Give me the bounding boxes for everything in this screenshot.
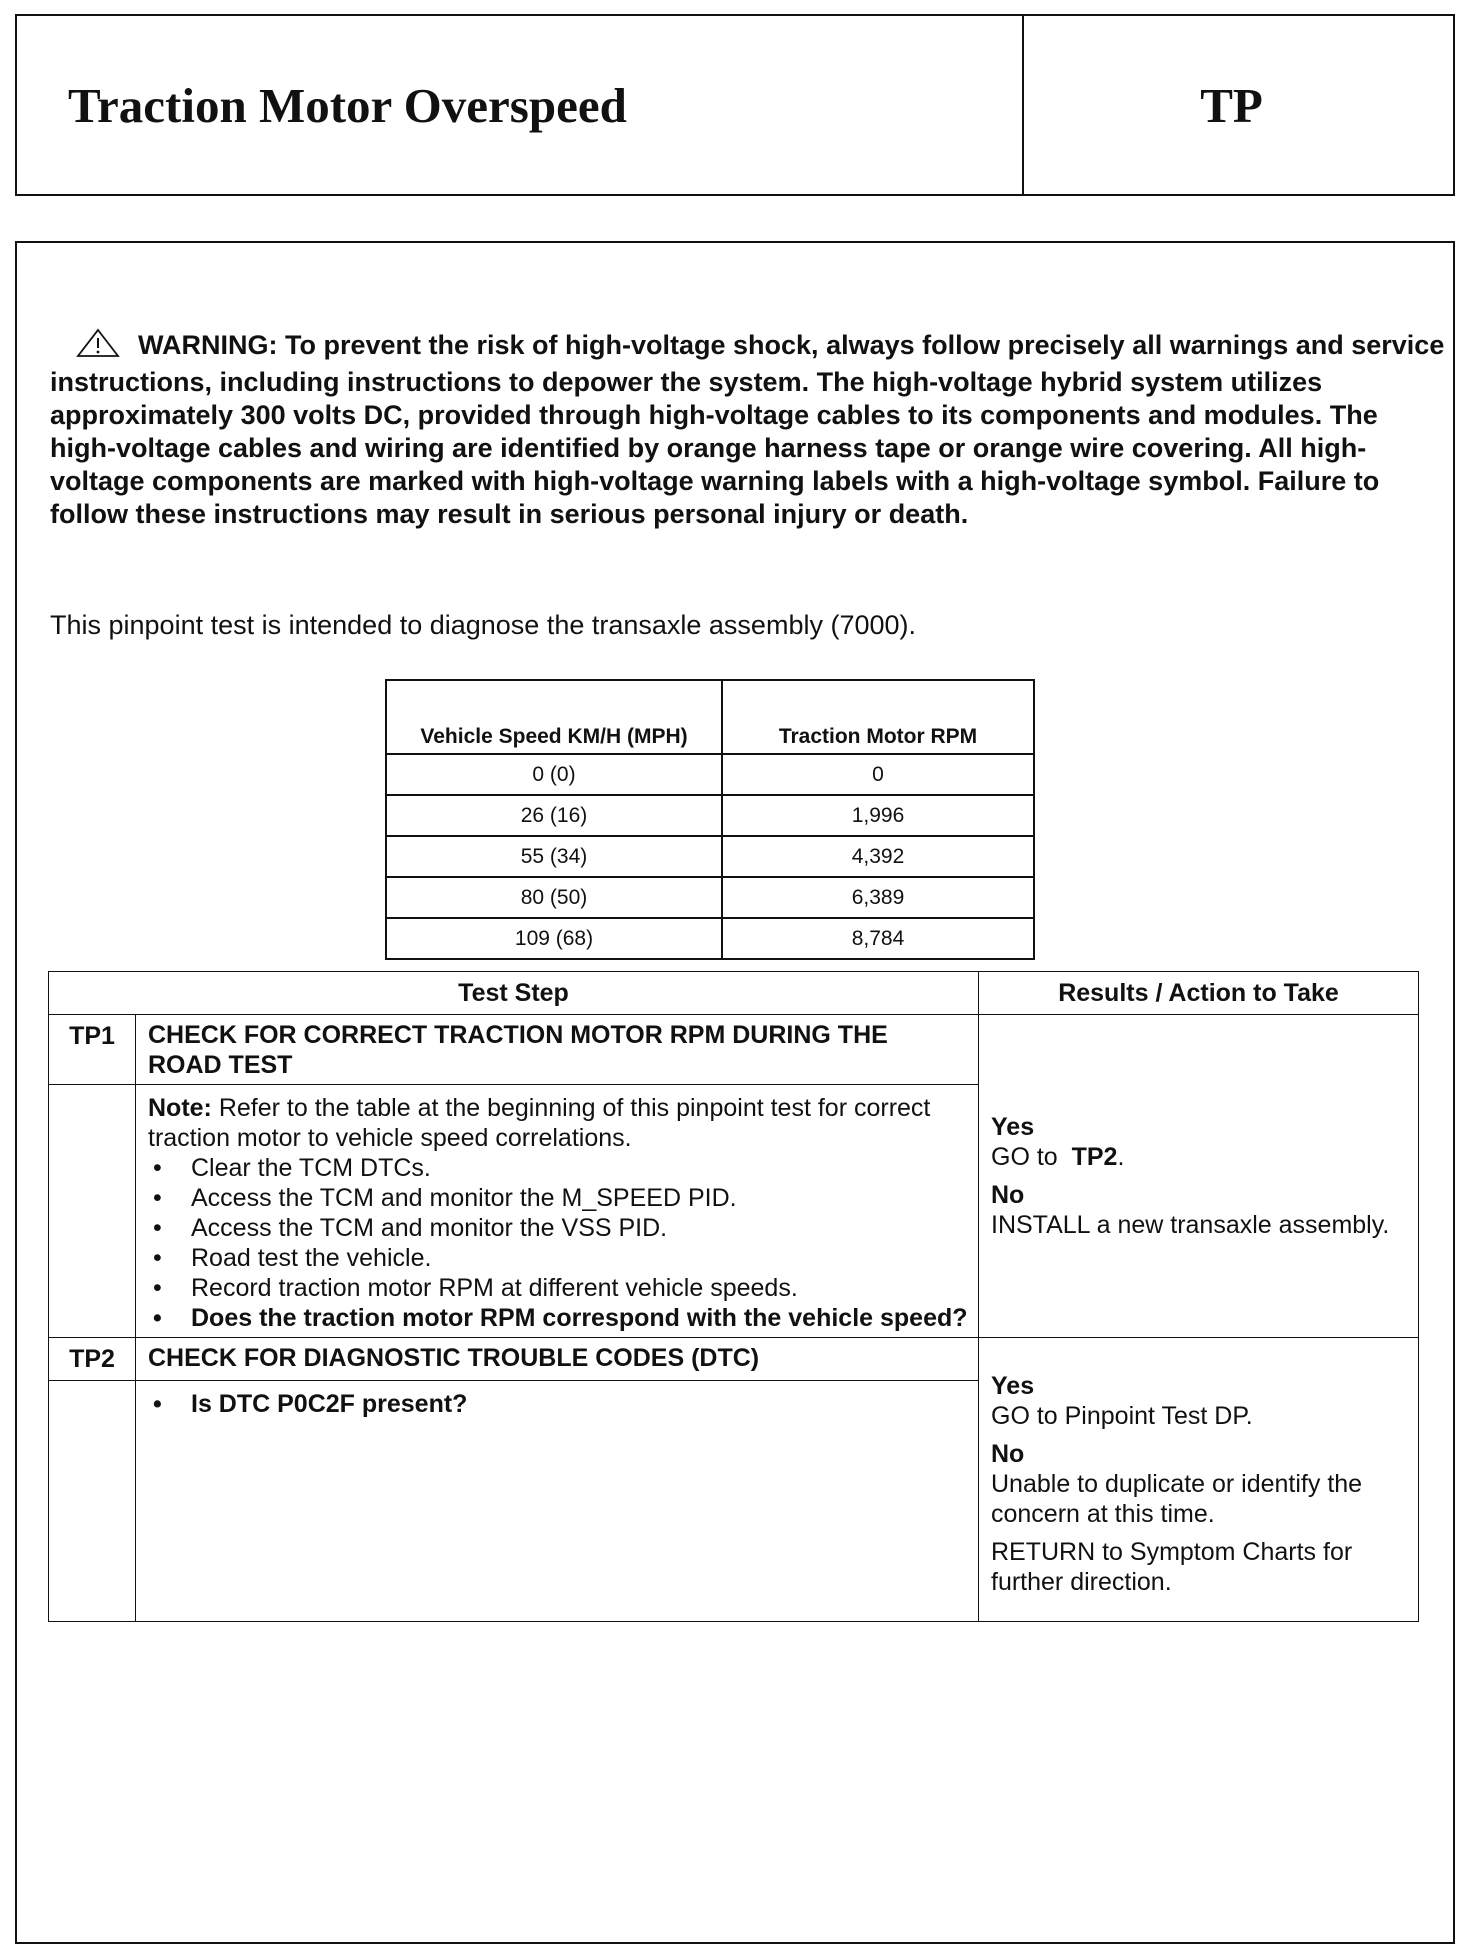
header-title-cell: [17, 16, 1024, 194]
pinpoint-code: TP: [1200, 77, 1263, 133]
no-action: Unable to duplicate or identify the concern at this time.: [991, 1469, 1363, 1528]
table-row: [386, 877, 1034, 918]
yes-action: GO to Pinpoint Test DP.: [991, 1401, 1253, 1430]
speed-cell: 55 (34): [386, 836, 722, 877]
test-step-table: [48, 971, 1419, 1622]
test-step-header: Test Step: [49, 972, 979, 1015]
step-link: TP2: [1071, 1143, 1118, 1171]
step-bullets: [148, 1153, 968, 1333]
step-question: • Does the traction motor RPM correspond with the vehicle speed?: [148, 1303, 968, 1333]
header-code-cell: [1024, 16, 1453, 194]
step-heading-row: [49, 1338, 1419, 1381]
speed-cell: 26 (16): [386, 795, 722, 836]
rpm-column-header: Traction Motor RPM: [722, 680, 1034, 754]
return-action: RETURN to Symptom Charts for further direction.: [991, 1537, 1353, 1596]
step-question: • Is DTC P0C2F present?: [148, 1389, 968, 1419]
table-row: [386, 836, 1034, 877]
list-item: • Record traction motor RPM at different vehicle speeds.: [148, 1273, 968, 1303]
page-title: Traction Motor Overspeed: [68, 77, 627, 133]
page-header: [15, 14, 1455, 196]
speed-cell: 0 (0): [386, 754, 722, 795]
step-bullets: [148, 1389, 968, 1419]
step-heading: CHECK FOR DIAGNOSTIC TROUBLE CODES (DTC): [136, 1338, 979, 1381]
rpm-cell: 8,784: [722, 918, 1034, 959]
list-item: • Access the TCM and monitor the M_SPEED PID.: [148, 1183, 968, 1213]
warning-text: WARNING: To prevent the risk of high-voltage shock, always follow precisely all warnings and service instructions, including instructions to depower the system. The high-voltage hybrid system utilizes approximately 300 volts DC, provided through high-voltage cables to its components and modules. The high-voltage cables and wiring are identified by orange harness tape or orange wire covering. All high-voltage components are marked with high-voltage warning labels with a high-voltage symbol. Failure to follow these instructions may result in serious personal injury or death.: [50, 330, 1445, 529]
no-action: INSTALL a new transaxle assembly.: [991, 1211, 1390, 1239]
rpm-cell: 0: [722, 754, 1034, 795]
step-results: [979, 1015, 1419, 1338]
step-heading-row: [49, 1015, 1419, 1085]
main-content: [15, 241, 1455, 1944]
rpm-cell: 4,392: [722, 836, 1034, 877]
rpm-cell: 1,996: [722, 795, 1034, 836]
list-item: • Road test the vehicle.: [148, 1243, 968, 1273]
step-results: [979, 1338, 1419, 1622]
warning-block: [50, 328, 1450, 531]
yes-action: GO to TP2.: [991, 1143, 1125, 1171]
step-body: [136, 1381, 979, 1622]
step-id: TP2: [49, 1338, 136, 1381]
speed-column-header: Vehicle Speed KM/H (MPH): [386, 680, 722, 754]
no-label: No: [991, 1439, 1025, 1468]
rpm-cell: 6,389: [722, 877, 1034, 918]
table-row: [386, 754, 1034, 795]
results-header: Results / Action to Take: [979, 972, 1419, 1015]
list-item: • Access the TCM and monitor the VSS PID.: [148, 1213, 968, 1243]
step-id: TP1: [49, 1015, 136, 1085]
speed-rpm-table: [385, 679, 1035, 960]
yes-label: Yes: [991, 1371, 1035, 1400]
step-body: [136, 1085, 979, 1338]
warning-triangle-icon: [76, 328, 120, 366]
no-label: No: [991, 1181, 1025, 1209]
step-id-empty: [49, 1381, 136, 1622]
step-heading: CHECK FOR CORRECT TRACTION MOTOR RPM DURING THE ROAD TEST: [136, 1015, 979, 1085]
table-row: [386, 795, 1034, 836]
intro-text: This pinpoint test is intended to diagnose the transaxle assembly (7000).: [50, 610, 917, 640]
speed-cell: 80 (50): [386, 877, 722, 918]
list-item: • Clear the TCM DTCs.: [148, 1153, 968, 1183]
step-id-empty: [49, 1085, 136, 1338]
table-row: [386, 918, 1034, 959]
yes-label: Yes: [991, 1113, 1035, 1141]
step-note: Note: Refer to the table at the beginning of this pinpoint test for correct traction motor to vehicle speed correlations.: [148, 1094, 931, 1152]
speed-cell: 109 (68): [386, 918, 722, 959]
